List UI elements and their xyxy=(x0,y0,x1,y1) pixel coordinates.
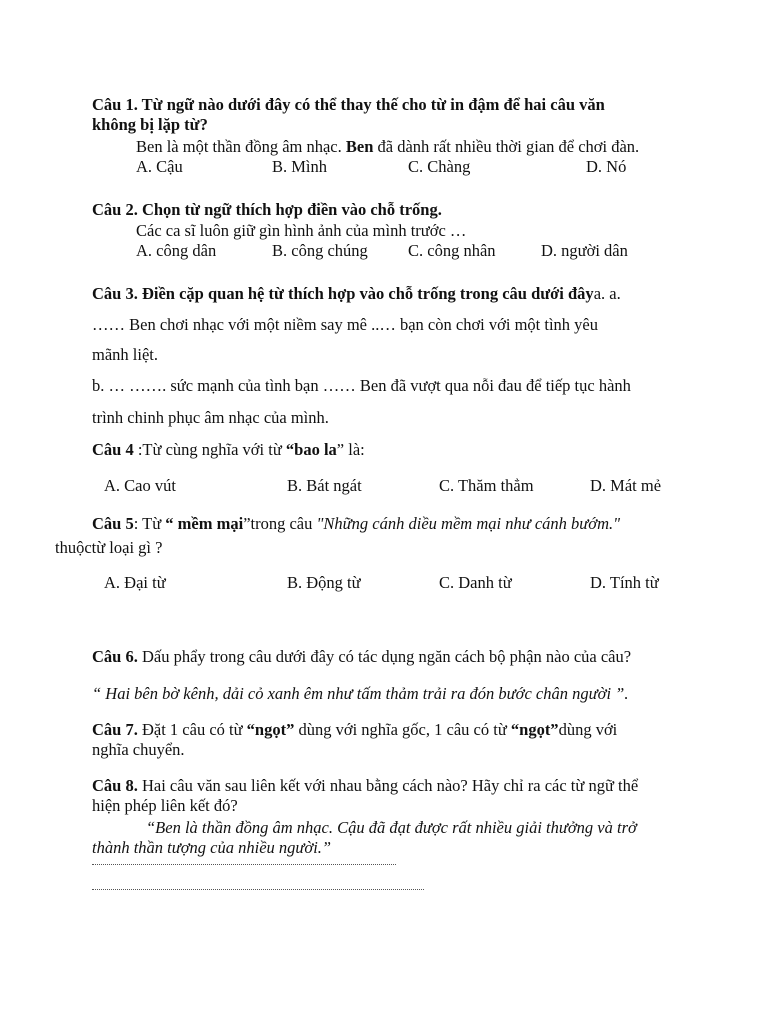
q6-question xyxy=(92,647,631,667)
q3-title-line xyxy=(92,284,621,304)
q1-option-d: D. Nó xyxy=(586,157,627,176)
q5-option-a: A. Đại từ xyxy=(104,573,166,592)
q6-quote: “ Hai bên bờ kênh, dải cỏ xanh êm như tấm thảm trải ra đón bước chân người ”. xyxy=(92,684,629,703)
q5-word: “ mềm mại xyxy=(165,514,244,533)
q1-option-b: B. Mình xyxy=(272,157,328,176)
q7-text2: dùng với nghĩa gốc, 1 câu có từ xyxy=(294,720,511,739)
q7-word1: “ngọt” xyxy=(246,720,295,739)
answer-dotted-line-2 xyxy=(92,889,424,890)
q7-text3: dùng với xyxy=(558,720,618,739)
q5-quote: "Những cánh diều mềm mại như cánh bướm." xyxy=(316,514,621,533)
q6-label: Câu 6. xyxy=(92,647,138,666)
q3-title-tail: a. a. xyxy=(593,284,621,303)
q4-option-c: C. Thăm thẳm xyxy=(439,476,534,495)
q3-line-a2: mãnh liệt. xyxy=(92,345,158,364)
q1-sentence-pre: Ben là một thần đồng âm nhạc. xyxy=(136,137,346,156)
q8-quote-line1: “Ben là thần đồng âm nhạc. Cậu đã đạt được rất nhiều giải thưởng và trở xyxy=(146,818,637,837)
q4-text-post: ” là: xyxy=(336,440,365,459)
q1-option-a: A. Cậu xyxy=(136,157,183,176)
q4-option-d: D. Mát mẻ xyxy=(590,476,662,495)
q4-word: “bao la xyxy=(285,440,337,459)
q5-option-b: B. Động từ xyxy=(287,573,361,592)
q7-line2: nghĩa chuyển. xyxy=(92,740,185,759)
q7-text1: Đặt 1 câu có từ xyxy=(137,720,247,739)
q4-option-a: A. Cao vút xyxy=(104,476,176,495)
q3-line-a1: …… Ben chơi nhạc với một niềm say mê ..… bạn còn chơi với một tình yêu xyxy=(92,315,598,334)
q1-sentence xyxy=(136,137,639,157)
answer-dotted-line-1 xyxy=(92,864,396,865)
q3-line-b1: b. … ……. sức mạnh của tình bạn …… Ben đã vượt qua nỗi đau để tiếp tục hành xyxy=(92,376,631,395)
q1-title-cont: không bị lặp từ? xyxy=(92,115,208,134)
q5-text-mid: ”trong câu xyxy=(243,514,317,533)
q2-option-b: B. công chúng xyxy=(272,241,368,260)
q3-title: Câu 3. Điền cặp quan hệ từ thích hợp vào chỗ trống trong câu dưới đây xyxy=(92,284,594,303)
q2-title: Câu 2. Chọn từ ngữ thích hợp điền vào chỗ trống. xyxy=(92,200,442,219)
q4-label: Câu 4 xyxy=(92,440,134,459)
q8-quote-line2: thành thần tượng của nhiều người.” xyxy=(92,838,332,857)
q4-question xyxy=(92,440,365,460)
q1-option-c: C. Chàng xyxy=(408,157,471,176)
q5-text-pre: : Từ xyxy=(133,514,166,533)
q2-option-d: D. người dân xyxy=(541,241,628,260)
q8-question xyxy=(92,776,638,796)
q1-title: Câu 1. Từ ngữ nào dưới đây có thể thay thế cho từ in đậm để hai câu văn xyxy=(92,95,605,114)
q5-option-d: D. Tính từ xyxy=(590,573,659,592)
q8-label: Câu 8. xyxy=(92,776,138,795)
q8-line2: hiện phép liên kết đó? xyxy=(92,796,238,815)
q5-option-c: C. Danh từ xyxy=(439,573,512,592)
q2-sentence: Các ca sĩ luôn giữ gìn hình ảnh của mình trước … xyxy=(136,221,467,240)
q5-label: Câu 5 xyxy=(92,514,134,533)
q7-label: Câu 7. xyxy=(92,720,138,739)
q1-sentence-post: đã dành rất nhiều thời gian để chơi đàn. xyxy=(373,137,640,156)
q3-line-b2: trình chinh phục âm nhạc của mình. xyxy=(92,408,329,427)
q5-question xyxy=(92,514,620,534)
q7-word2: “ngọt” xyxy=(510,720,559,739)
q1-sentence-bold: Ben xyxy=(345,137,374,156)
q8-text: Hai câu văn sau liên kết với nhau bằng cách nào? Hãy chỉ ra các từ ngữ thể xyxy=(137,776,639,795)
q5-line2: thuộctừ loại gì ? xyxy=(55,538,163,557)
q4-text-pre: :Từ cùng nghĩa với từ xyxy=(133,440,286,459)
q2-option-c: C. công nhân xyxy=(408,241,496,260)
q6-text: Dấu phẩy trong câu dưới đây có tác dụng ngăn cách bộ phận nào của câu? xyxy=(137,647,632,666)
q7-question xyxy=(92,720,617,740)
q2-option-a: A. công dân xyxy=(136,241,217,260)
q4-option-b: B. Bát ngát xyxy=(287,476,362,495)
